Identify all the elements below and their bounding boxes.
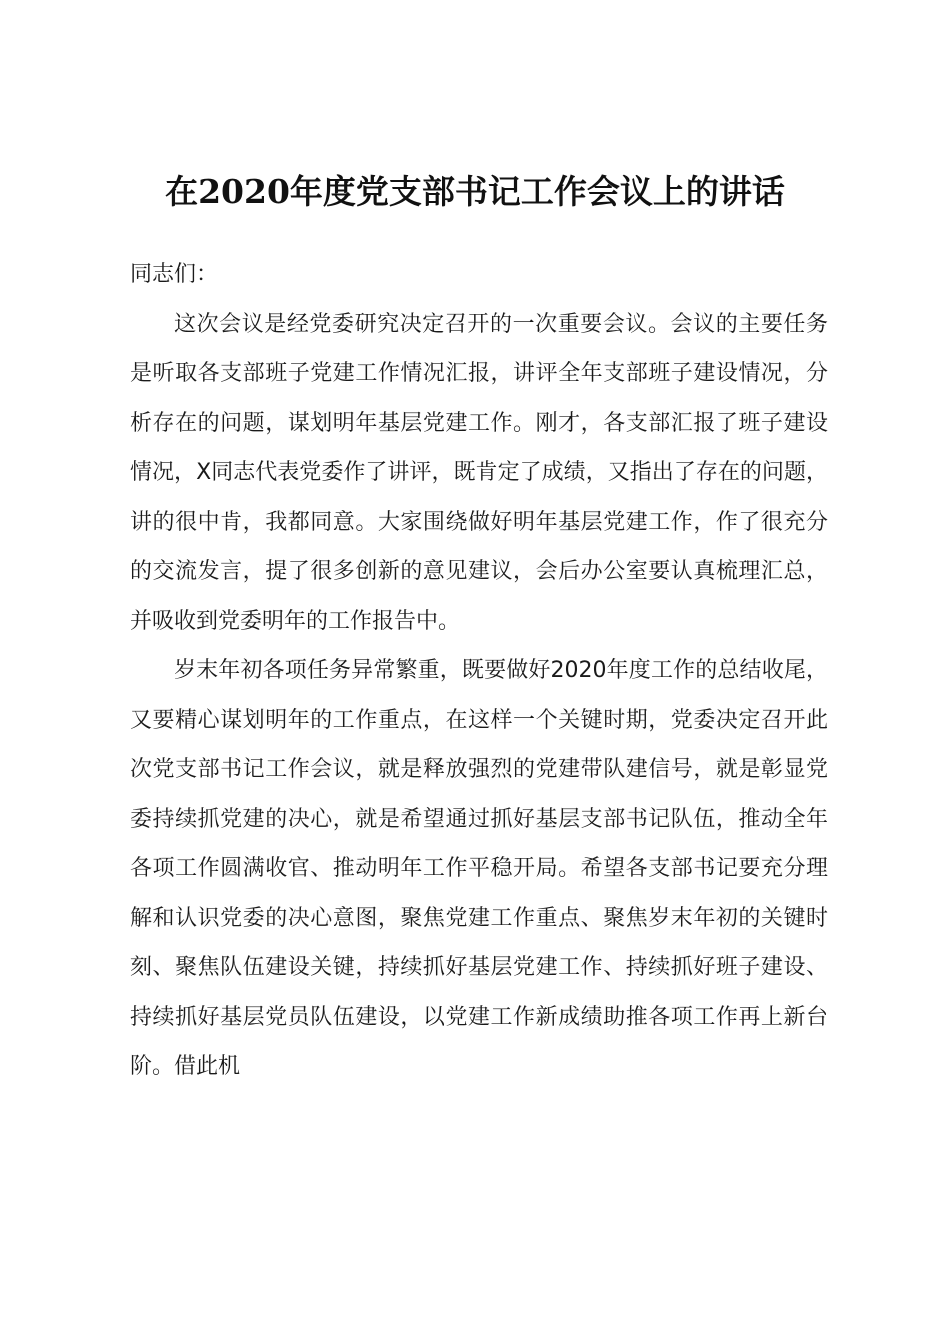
paragraph-2: 岁末年初各项任务异常繁重，既要做好2020年度工作的总结收尾，又要精心谋划明年的工作重点，在这样一个关键时期，党委决定召开此次党支部书记工作会议，就是释放强烈的党建带队建信号，就是彰显党委持续抓党建的决心，就是希望通过抓好基层支部书记队伍，推动全年各项工作圆满收官、推动明年工作平稳开局。希望各支部书记要充分理解和认识党委的决心意图，聚焦党建工作重点、聚焦岁末年初的关键时刻、聚焦队伍建设关键，持续抓好基层党建工作、持续抓好班子建设、持续抓好基层党员队伍建设，以党建工作新成绩助推各项工作再上新台阶。借此机: [130, 658, 828, 1079]
salutation: 同志们：: [130, 262, 219, 287]
paragraph-1: 这次会议是经党委研究决定召开的一次重要会议。会议的主要任务是听取各支部班子党建工作情况汇报，讲评全年支部班子建设情况，分析存在的问题，谋划明年基层党建工作。刚才，各支部汇报了班子建设情况，X同志代表党委作了讲评，既肯定了成绩，又指出了存在的问题，讲的很中肯，我都同意。大家围绕做好明年基层党建工作，作了很充分的交流发言，提了很多创新的意见建议，会后办公室要认真梳理汇总，并吸收到党委明年的工作报告中。: [130, 311, 828, 634]
document-body: [130, 250, 828, 1092]
document-title: 在2020年度党支部书记工作会议上的讲话: [165, 172, 785, 211]
